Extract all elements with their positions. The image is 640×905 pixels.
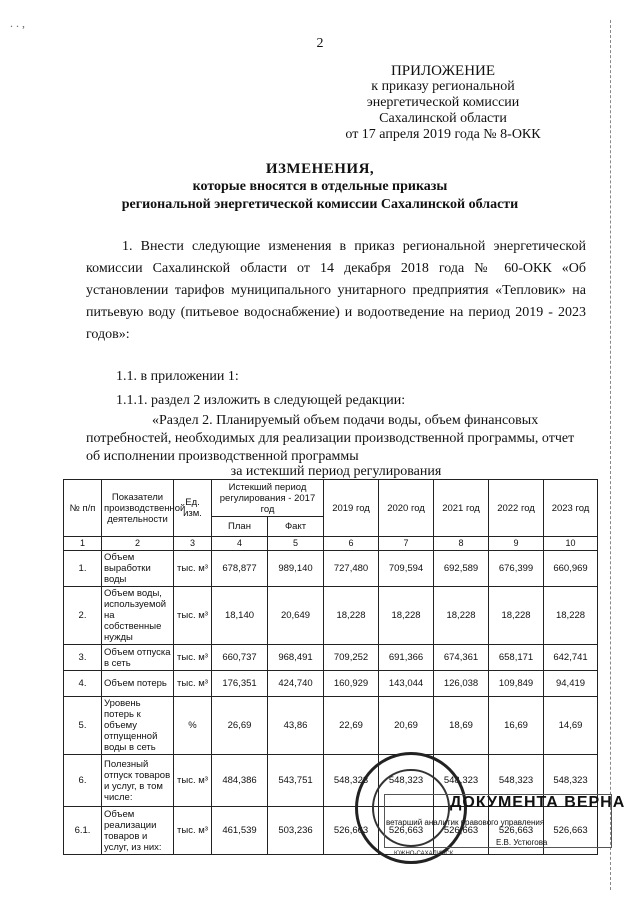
row-value: 660,969 — [544, 551, 598, 587]
header-2021: 2021 год — [434, 480, 489, 537]
copy-stamp-position: ветарший аналитик правового управления — [386, 818, 545, 827]
table-row — [64, 697, 598, 755]
row-name: Объем отпуска в сеть — [102, 645, 174, 671]
row-value: 526,663 — [324, 807, 379, 855]
row-value: 143,044 — [379, 671, 434, 697]
header-fact: Факт — [268, 517, 324, 537]
section-2-title: «Раздел 2. Планируемый объем подачи воды, объем финансовых потребностей, необходимых для реализации производственной программы, отчет об исполнении производственной программы — [86, 413, 575, 464]
row-value: 548,323 — [434, 755, 489, 807]
copy-stamp-signer: Е.В. Устюгова — [496, 838, 548, 847]
row-value: 548,323 — [544, 755, 598, 807]
row-value: 18,228 — [379, 587, 434, 645]
row-value: 548,323 — [489, 755, 544, 807]
row-value: 20,69 — [379, 697, 434, 755]
appendix-line: от 17 апреля 2019 года № 8-ОКК — [345, 127, 541, 142]
row-value: 18,140 — [212, 587, 268, 645]
paragraph-1-1: 1.1. в приложении 1: — [116, 369, 239, 384]
table-row — [64, 671, 598, 697]
row-unit: тыс. м³ — [174, 671, 212, 697]
row-value: 727,480 — [324, 551, 379, 587]
row-value: 526,663 — [379, 807, 434, 855]
row-value: 678,877 — [212, 551, 268, 587]
header-2022: 2022 год — [489, 480, 544, 537]
row-value: 526,663 — [544, 807, 598, 855]
table-row — [64, 645, 598, 671]
row-value: 26,69 — [212, 697, 268, 755]
seal-text: ЮЖНО-САХАЛИНСК — [394, 851, 454, 857]
page-number: 2 — [316, 36, 324, 51]
header-plan: План — [212, 517, 268, 537]
appendix-block — [318, 63, 568, 143]
row-value: 176,351 — [212, 671, 268, 697]
row-value: 526,663 — [434, 807, 489, 855]
row-value: 14,69 — [544, 697, 598, 755]
row-value: 20,649 — [268, 587, 324, 645]
index-cell: 6 — [324, 537, 379, 551]
document-heading — [0, 160, 640, 214]
row-value: 548,323 — [324, 755, 379, 807]
index-cell: 2 — [102, 537, 174, 551]
row-value: 674,361 — [434, 645, 489, 671]
row-value: 989,140 — [268, 551, 324, 587]
row-num: 6. — [64, 755, 102, 807]
row-unit: тыс. м³ — [174, 807, 212, 855]
row-value: 43,86 — [268, 697, 324, 755]
row-value: 660,737 — [212, 645, 268, 671]
index-cell: 7 — [379, 537, 434, 551]
row-name: Объем реализации товаров и услуг, из них: — [102, 807, 174, 855]
row-name: Полезный отпуск товаров и услуг, в том числе: — [102, 755, 174, 807]
row-unit: тыс. м³ — [174, 587, 212, 645]
section-2-title-cont: за истекший период регулирования — [230, 464, 442, 479]
index-cell: 1 — [64, 537, 102, 551]
row-name: Объем выработки воды — [102, 551, 174, 587]
row-value: 18,228 — [434, 587, 489, 645]
row-unit: тыс. м³ — [174, 755, 212, 807]
row-value: 709,252 — [324, 645, 379, 671]
row-unit: тыс. м³ — [174, 551, 212, 587]
row-value: 658,171 — [489, 645, 544, 671]
heading-line: которые вносятся в отдельные приказы — [192, 179, 448, 194]
index-cell: 8 — [434, 537, 489, 551]
row-value: 543,751 — [268, 755, 324, 807]
index-cell: 9 — [489, 537, 544, 551]
table-row — [64, 551, 598, 587]
row-value: 160,929 — [324, 671, 379, 697]
paragraph-1-1-1: 1.1.1. раздел 2 изложить в следующей редакции: — [116, 393, 406, 408]
row-num: 5. — [64, 697, 102, 755]
row-value: 709,594 — [379, 551, 434, 587]
row-value: 424,740 — [268, 671, 324, 697]
table-row — [64, 587, 598, 645]
index-cell: 5 — [268, 537, 324, 551]
scan-corner-mark: . . , — [10, 16, 25, 30]
row-value: 526,663 — [489, 807, 544, 855]
appendix-line: энергетической комиссии — [366, 95, 520, 110]
heading-line: региональной энергетической комиссии Сахалинской области — [121, 197, 519, 212]
row-num: 4. — [64, 671, 102, 697]
row-num: 3. — [64, 645, 102, 671]
row-value: 94,419 — [544, 671, 598, 697]
appendix-line: Сахалинской области — [379, 111, 507, 126]
row-value: 692,589 — [434, 551, 489, 587]
header-past-period: Истекший период регулирования - 2017 год — [212, 480, 324, 517]
row-value: 461,539 — [212, 807, 268, 855]
row-value: 676,399 — [489, 551, 544, 587]
appendix-line: к приказу региональной — [371, 79, 515, 94]
row-name: Объем потерь — [102, 671, 174, 697]
index-cell: 4 — [212, 537, 268, 551]
index-cell: 3 — [174, 537, 212, 551]
row-value: 16,69 — [489, 697, 544, 755]
row-value: 18,228 — [489, 587, 544, 645]
row-name: Объем воды, используемой на собственные нужды — [102, 587, 174, 645]
index-row — [64, 537, 598, 551]
heading-title: ИЗМЕНЕНИЯ, — [265, 161, 375, 177]
header-2020: 2020 год — [379, 480, 434, 537]
row-num: 2. — [64, 587, 102, 645]
row-value: 548,323 — [379, 755, 434, 807]
row-value: 18,69 — [434, 697, 489, 755]
row-name: Уровень потерь к объему отпущенной воды в сеть — [102, 697, 174, 755]
row-value: 18,228 — [324, 587, 379, 645]
row-value: 691,366 — [379, 645, 434, 671]
row-value: 18,228 — [544, 587, 598, 645]
row-num: 6.1. — [64, 807, 102, 855]
header-unit: Ед. изм. — [174, 480, 212, 537]
row-unit: тыс. м³ — [174, 645, 212, 671]
row-value: 484,386 — [212, 755, 268, 807]
header-num: № п/п — [64, 480, 102, 537]
paragraph-1: 1. Внести следующие изменения в приказ региональной энергетической комиссии Сахалинской области от 14 декабря 2018 года № 60-ОКК «Об установлении тарифов муниципального унитарного предприятия «Тепловик» на питьевую воду (питьевое водоснабжение) и водоотведение на период 2019 - 2023 годов»: — [86, 239, 586, 342]
row-value: 968,491 — [268, 645, 324, 671]
row-value: 642,741 — [544, 645, 598, 671]
row-num: 1. — [64, 551, 102, 587]
appendix-caption: ПРИЛОЖЕНИЕ — [390, 63, 496, 79]
header-2019: 2019 год — [324, 480, 379, 537]
row-unit: % — [174, 697, 212, 755]
index-cell: 10 — [544, 537, 598, 551]
copy-stamp-title: ДОКУМЕНТА ВЕРНА — [450, 794, 626, 811]
header-2023: 2023 год — [544, 480, 598, 537]
row-value: 126,038 — [434, 671, 489, 697]
row-value: 503,236 — [268, 807, 324, 855]
row-value: 22,69 — [324, 697, 379, 755]
row-value: 109,849 — [489, 671, 544, 697]
header-indicator: Показатели производственной деятельности — [102, 480, 174, 537]
